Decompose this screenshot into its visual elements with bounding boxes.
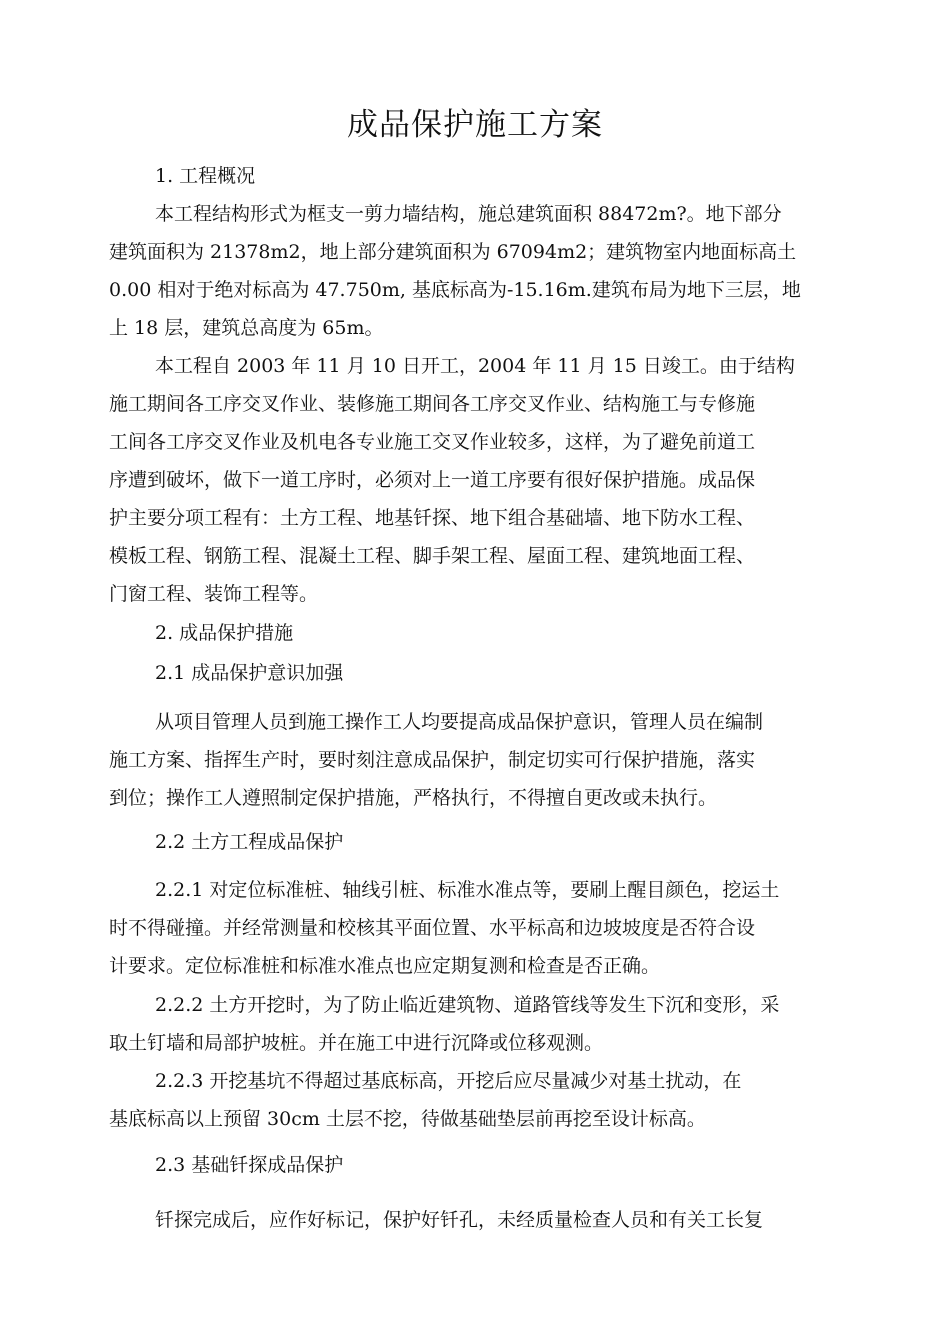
subsection-heading-2-2: 2.2 土方工程成品保护: [155, 831, 344, 853]
paragraph-line: 时不得碰撞。并经常测量和校核其平面位置、水平标高和边坡坡度是否符合设: [109, 917, 756, 939]
paragraph-line: 基底标高以上预留 30cm 土层不挖，待做基础垫层前再挖至设计标高。: [109, 1108, 706, 1130]
paragraph-line: 到位；操作工人遵照制定保护措施，严格执行，不得擅自更改或未执行。: [109, 787, 718, 809]
paragraph-line: 本工程自 2003 年 11 月 10 日开工，2004 年 11 月 15 日竣工。由于结构: [155, 355, 795, 377]
paragraph-line: 钎探完成后，应作好标记，保护好钎孔，未经质量检查人员和有关工长复: [155, 1209, 764, 1231]
paragraph-line: 施工方案、指挥生产时，要时刻注意成品保护，制定切实可行保护措施，落实: [109, 749, 756, 771]
paragraph-line: 序遭到破坏，做下一道工序时，必须对上一道工序要有很好保护措施。成品保: [109, 469, 756, 491]
subsection-heading-2-1: 2.1 成品保护意识加强: [155, 662, 344, 684]
paragraph-line: 施工期间各工序交叉作业、装修施工期间各工序交叉作业、结构施工与专修施: [109, 393, 756, 415]
paragraph-line: 建筑面积为 21378m2，地上部分建筑面积为 67094m2；建筑物室内地面标高土: [109, 241, 797, 263]
paragraph-line: 取土钉墙和局部护坡桩。并在施工中进行沉降或位移观测。: [109, 1032, 604, 1054]
paragraph-line: 本工程结构形式为框支一剪力墙结构，施总建筑面积 88472m?。地下部分: [155, 203, 782, 225]
paragraph-line: 2.2.1 对定位标准桩、轴线引桩、标准水准点等，要刷上醒目颜色，挖运土: [155, 879, 780, 901]
paragraph-line: 2.2.3 开挖基坑不得超过基底标高，开挖后应尽量减少对基土扰动，在: [155, 1070, 742, 1092]
paragraph-line: 上 18 层，建筑总高度为 65m。: [109, 317, 384, 339]
paragraph-line: 工间各工序交叉作业及机电各专业施工交叉作业较多，这样，为了避免前道工: [109, 431, 756, 453]
paragraph-line: 门窗工程、装饰工程等。: [109, 583, 319, 605]
section-heading-2: 2. 成品保护措施: [155, 622, 294, 644]
section-heading-1: 1. 工程概况: [155, 165, 256, 187]
paragraph-line: 2.2.2 土方开挖时，为了防止临近建筑物、道路管线等发生下沉和变形，采: [155, 994, 780, 1016]
paragraph-line: 计要求。定位标准桩和标准水准点也应定期复测和检查是否正确。: [109, 955, 661, 977]
paragraph-line: 0.00 相对于绝对标高为 47.750m, 基底标高为-15.16m.建筑布局为地下三层，地: [109, 279, 801, 301]
paragraph-line: 护主要分项工程有：土方工程、地基钎探、地下组合基础墙、地下防水工程、: [109, 507, 756, 529]
subsection-heading-2-3: 2.3 基础钎探成品保护: [155, 1154, 344, 1176]
paragraph-line: 从项目管理人员到施工操作工人均要提高成品保护意识，管理人员在编制: [155, 711, 764, 733]
document-title: 成品保护施工方案: [347, 107, 603, 143]
paragraph-line: 模板工程、钢筋工程、混凝土工程、脚手架工程、屋面工程、建筑地面工程、: [109, 545, 756, 567]
